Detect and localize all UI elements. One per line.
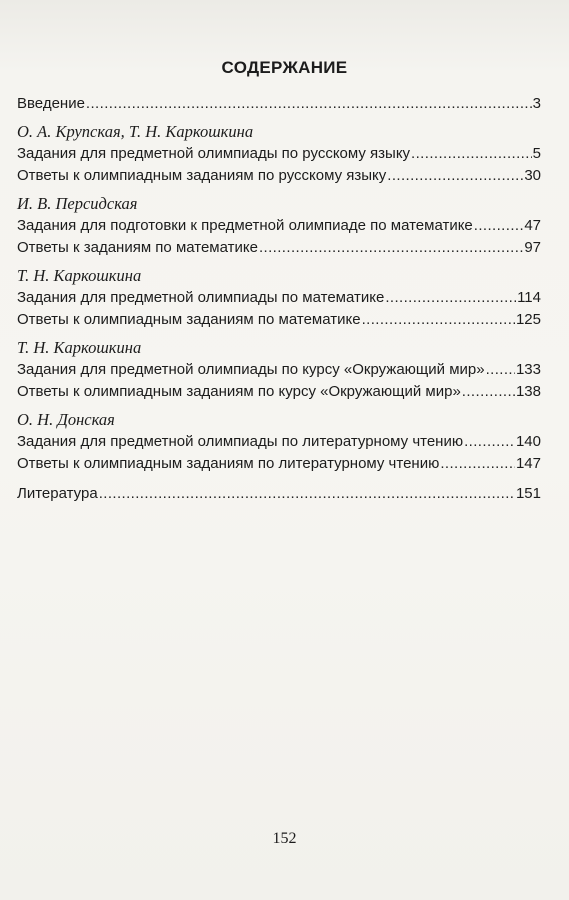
toc-section [17, 337, 541, 403]
toc-entry-page: 138 [515, 383, 541, 400]
dot-leader [464, 431, 515, 453]
page-number: 152 [272, 830, 297, 847]
toc-entry-title: Ответы к олимпиадным заданиям по курсу «Окружающий мир» [17, 383, 461, 400]
toc-entry [17, 287, 541, 309]
section-author: О. Н. Донская [17, 410, 115, 429]
section-author: О. А. Крупская, Т. Н. Каркошкина [17, 122, 254, 141]
toc-entry [17, 215, 541, 237]
section-author: Т. Н. Каркошкина [17, 338, 142, 357]
toc-entry-page: 140 [515, 433, 541, 450]
toc-section [17, 409, 541, 475]
toc-entry-literature [17, 483, 541, 505]
toc-entry-title: Литература [17, 485, 98, 502]
toc-entry [17, 431, 541, 453]
page-title: СОДЕРЖАНИЕ [221, 58, 348, 77]
toc-entry-page: 114 [517, 289, 541, 306]
toc-entry-page: 5 [532, 145, 541, 162]
toc-entry [17, 453, 541, 475]
toc-section [17, 265, 541, 331]
toc-entry-title: Задания для предметной олимпиады по математике [17, 289, 385, 306]
dot-leader [387, 165, 523, 187]
toc-entry [17, 237, 541, 259]
section-author: И. В. Персидская [17, 194, 138, 213]
dot-leader [385, 287, 516, 309]
toc-entry-title: Ответы к олимпиадным заданиям по математике [17, 311, 361, 328]
toc-entry-title: Ответы к олимпиадным заданиям по литературному чтению [17, 455, 440, 472]
toc-entry-title: Задания для предметной олимпиады по курсу «Окружающий мир» [17, 361, 485, 378]
toc-entry-title: Задания для предметной олимпиады по русскому языку [17, 145, 411, 162]
toc-entry [17, 309, 541, 331]
dot-leader [486, 359, 515, 381]
toc-entry-page: 30 [524, 167, 541, 184]
toc-entry-page: 3 [532, 95, 541, 112]
toc-entry-introduction [17, 93, 541, 115]
toc-entry [17, 359, 541, 381]
toc-entry-title: Введение [17, 95, 85, 112]
section-author: Т. Н. Каркошкина [17, 266, 142, 285]
toc-entry-title: Ответы к заданиям по математике [17, 239, 258, 256]
dot-leader [99, 483, 515, 505]
toc-entry-page: 97 [524, 239, 541, 256]
toc-entry-title: Задания для предметной олимпиады по литературному чтению [17, 433, 464, 450]
toc-entry-page: 47 [524, 217, 541, 234]
dot-leader [86, 93, 532, 115]
dot-leader [474, 215, 524, 237]
toc-entry-page: 125 [515, 311, 541, 328]
toc-entry-title: Задания для подготовки к предметной олимпиаде по математике [17, 217, 473, 234]
toc-entry-page: 147 [515, 455, 541, 472]
table-of-contents [17, 93, 541, 505]
toc-entry-page: 151 [515, 485, 541, 502]
toc-entry [17, 381, 541, 403]
dot-leader [411, 143, 532, 165]
toc-entry-title: Ответы к олимпиадным заданиям по русскому языку [17, 167, 387, 184]
toc-section [17, 193, 541, 259]
toc-entry-page: 133 [515, 361, 541, 378]
toc-entry [17, 165, 541, 187]
toc-section [17, 121, 541, 187]
dot-leader [462, 381, 515, 403]
dot-leader [362, 309, 515, 331]
dot-leader [259, 237, 523, 259]
toc-entry [17, 143, 541, 165]
dot-leader [440, 453, 515, 475]
